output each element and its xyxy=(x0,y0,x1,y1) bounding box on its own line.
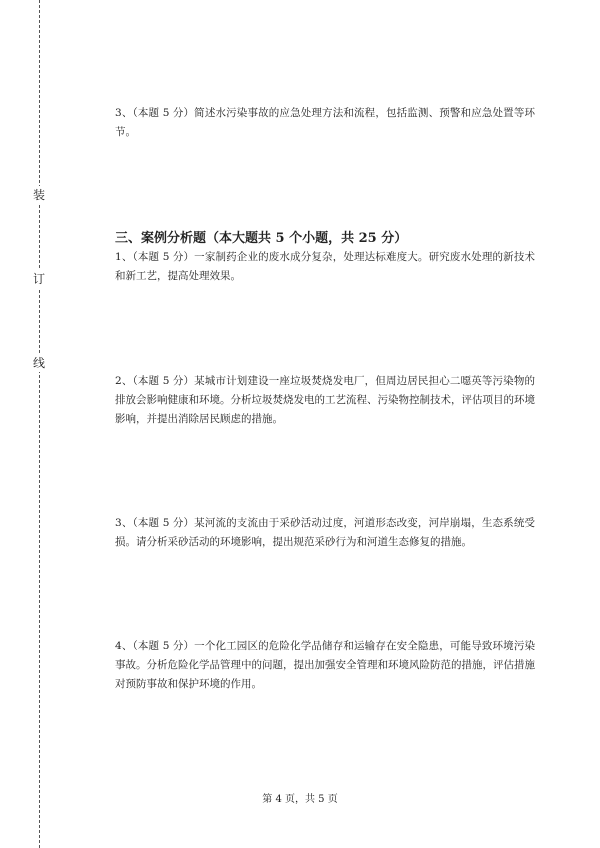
case-question-3: 3、（本题 5 分）某河流的支流由于采砂活动过度，河道形态改变，河岸崩塌，生态系统受损。请分析采砂活动的环境影响，提出规范采砂行为和河道生态修复的措施。 xyxy=(115,517,535,548)
binding-label-ding: 订 xyxy=(33,272,46,286)
case-question-4: 4、（本题 5 分）一个化工园区的危险化学品储存和运输存在安全隐患，可能导致环境污染事故。分析危险化学品管理中的问题，提出加强安全管理和环境风险防范的措施，评估措施对预防事故和保护环境的作用。 xyxy=(115,640,535,690)
binding-label-zhuang: 装 xyxy=(33,188,46,202)
binding-dashed-line xyxy=(39,0,40,848)
section-3-title: 三、案例分析题（本大题共 5 个小题，共 25 分） xyxy=(115,231,408,246)
case-question-2: 2、（本题 5 分）某城市计划建设一座垃圾焚烧发电厂，但周边居民担心二噁英等污染物的排放会影响健康和环境。分析垃圾焚烧发电的工艺流程、污染物控制技术，评估项目的环境影响，并提出消除居民顾虑的措施。 xyxy=(115,375,535,425)
question-2-3: 3、（本题 5 分）简述水污染事故的应急处理方法和流程，包括监测、预警和应急处置等环节。 xyxy=(115,107,535,138)
case-question-1: 1、（本题 5 分）一家制药企业的废水成分复杂，处理达标难度大。研究废水处理的新技术和新工艺，提高处理效果。 xyxy=(115,251,535,282)
page-footer: 第 4 页，共 5 页 xyxy=(262,794,338,805)
binding-label-xian: 线 xyxy=(33,356,46,370)
